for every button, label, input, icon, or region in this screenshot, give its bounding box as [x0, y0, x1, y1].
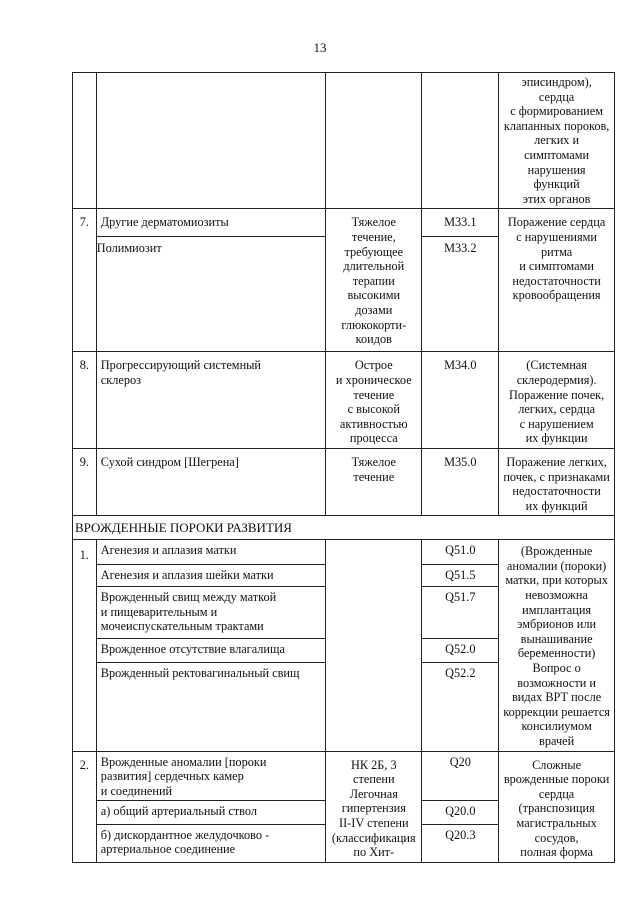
anomaly-code: Q51.5: [422, 564, 498, 586]
anomaly-list: [96, 540, 325, 751]
section-row: [73, 516, 615, 540]
condition-name: Сухой синдром [Шегрена]: [96, 448, 325, 515]
page-number: 13: [313, 40, 327, 55]
anomaly-name: Врожденное отсутствие влагалища: [97, 638, 325, 662]
row-number: 9.: [73, 448, 97, 515]
table-row: [73, 540, 615, 751]
table-row: [73, 352, 615, 449]
description: Поражение легких, почек, с признаками недостаточности их функций: [499, 448, 615, 515]
condition-name-a: Другие дерматомиозиты: [100, 215, 229, 230]
condition-name-b: Полимиозит: [97, 236, 325, 256]
icd-code-b: M33.2: [422, 236, 498, 256]
course-form: Тяжелое течение: [326, 448, 422, 515]
condition-name: Прогрессирующий системный склероз: [96, 352, 325, 449]
description: (Системная склеродермия). Поражение почек, легких, сердца с нарушением их функции: [499, 352, 615, 449]
anomaly-name: а) общий артериальный ствол: [97, 800, 325, 824]
anomaly-code: Q51.0: [445, 543, 476, 558]
table-row: [73, 448, 615, 515]
anomaly-codes: [422, 540, 498, 732]
anomaly-name: Агенезия и аплазия матки: [100, 543, 237, 558]
icd-code: [422, 209, 499, 352]
description: (Врожденные аномалии (пороки) матки, при которых невозможна имплантация эмбрионов или вынашивание беременности) Вопрос о возможности и видах ВРТ после коррекции решается консилиумом врачей: [499, 540, 615, 751]
description: Поражение сердца с нарушениями ритма и симптомами недостаточности кровообращения: [499, 209, 615, 352]
conditions-table: [72, 72, 615, 863]
row-number: 7.: [73, 209, 97, 352]
anomaly-name: Агенезия и аплазия шейки матки: [97, 564, 325, 586]
icd-codes: [422, 751, 499, 862]
icd-code: M35.0: [422, 448, 499, 515]
course-form: НК 2Б, 3 степени Легочная гипертензия II-IV степени (классификация по Хит-: [326, 751, 422, 862]
anomaly-name: б) дискордантное желудочково - артериальное соединение: [97, 824, 325, 858]
anomaly-code: Q20: [449, 754, 471, 769]
icd-code-a: M33.1: [444, 215, 477, 230]
condition-name: [96, 209, 325, 352]
row-number: 8.: [73, 352, 97, 449]
anomaly-code: Q52.0: [422, 638, 498, 662]
anomaly-name: Врожденный свищ между маткой и пищеварительным и мочеиспускательным трактами: [97, 586, 325, 638]
icd-codes: [422, 540, 499, 751]
icd-code: M34.0: [422, 352, 499, 449]
anomaly-code: Q51.7: [422, 586, 498, 638]
course-form: Острое и хроническое течение с высокой активностью процесса: [326, 352, 422, 449]
treatment-cell: эписиндром), сердца с формированием клапанных пороков, легких и симптомами нарушения функций этих органов: [499, 73, 615, 209]
anomaly-codes: [422, 752, 498, 858]
anomaly-code: Q20.0: [422, 800, 498, 824]
section-title: ВРОЖДЕННЫЕ ПОРОКИ РАЗВИТИЯ: [73, 516, 615, 540]
course-form: Тяжелое течение, требующее длительной терапии высокими дозами глюкокорти- коидов: [326, 209, 422, 352]
anomaly-names: [97, 540, 325, 732]
table-row: [73, 73, 615, 209]
anomaly-list: [96, 751, 325, 862]
row-number: 2.: [73, 751, 97, 862]
anomaly-code: Q20.3: [422, 824, 498, 858]
row-number: 1.: [73, 540, 97, 751]
anomaly-code: Q52.2: [422, 662, 498, 732]
table-row: [73, 751, 615, 862]
anomaly-name: Врожденный ректовагинальный свищ: [97, 662, 325, 732]
anomaly-name: Врожденные аномалии [пороки развития] сердечных камер и соединений: [100, 754, 267, 798]
table-row: [73, 209, 615, 352]
description: Сложные врожденные пороки сердца (транспозиция магистральных сосудов, полная форма: [499, 751, 615, 862]
anomaly-names: [97, 752, 325, 858]
